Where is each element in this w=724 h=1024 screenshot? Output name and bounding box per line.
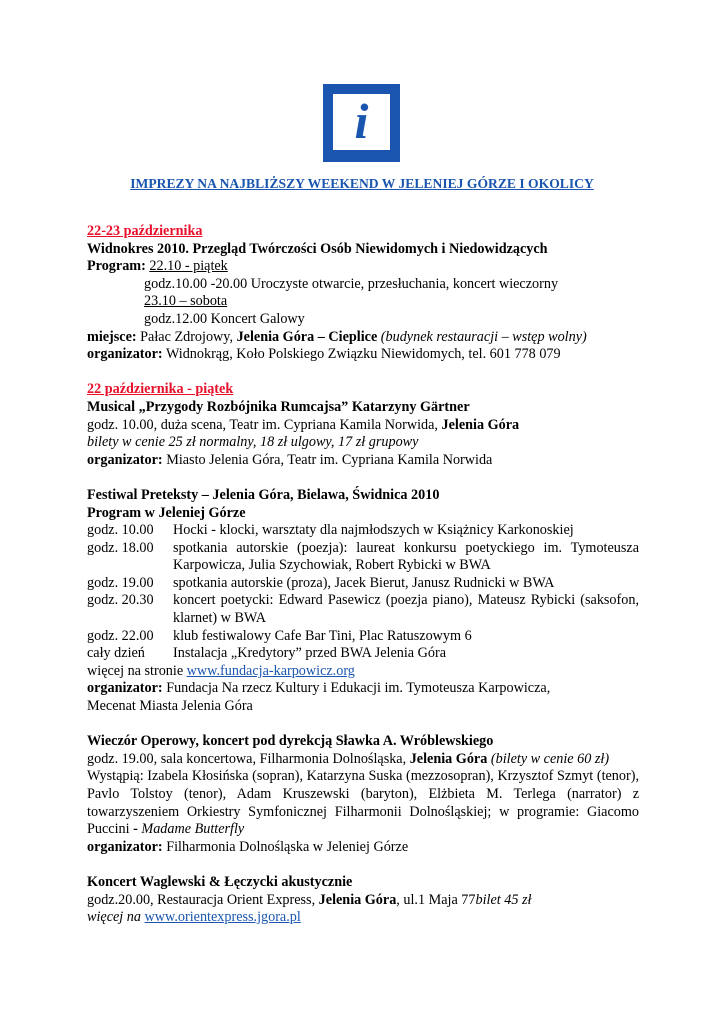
event3-program: Program w Jeleniej Górze	[87, 504, 246, 521]
event4-cast	[87, 768, 639, 838]
event5-title: Koncert Waglewski & Łęczycki akustycznie	[87, 873, 353, 890]
event3-title: Festiwal Preteksty – Jelenia Góra, Bielawa, Świdnica 2010	[87, 486, 440, 503]
event5-city: Jelenia Góra	[318, 891, 397, 908]
info-icon: i	[354, 93, 369, 149]
schedule-row	[87, 645, 639, 663]
day1-desc: godz.10.00 -20.00 Uroczyste otwarcie, przesłuchania, koncert wieczorny	[144, 275, 559, 292]
event1-date: 22-23 października	[87, 223, 203, 239]
event4-title: Wieczór Operowy, koncert pod dyrekcją Sławka A. Wróblewskiego	[87, 733, 494, 750]
schedule-time: godz. 10.00	[87, 522, 154, 539]
event1-place	[87, 329, 639, 347]
info-logo	[323, 84, 400, 162]
more-text: więcej na stronie	[87, 662, 187, 679]
event2-organizer	[87, 452, 639, 470]
cast-work: Madame Butterfly	[141, 821, 245, 838]
organizer-text: Fundacja Na rzecz Kultury i Edukacji im. Tymoteusza Karpowicza,	[162, 680, 551, 697]
place-label: miejsce:	[87, 328, 137, 345]
organizer-label: organizator:	[87, 680, 163, 697]
event4-venue: godz. 19.00, sala koncertowa, Filharmonia Dolnośląska,	[87, 750, 410, 767]
event5-price: bilet 45 zł	[475, 891, 532, 908]
schedule-desc: spotkania autorskie (poezja): laureat konkursu poetyckiego im. Tymoteusza Karpowicza, Julia Szychowiak, Robert Rybicki w BWA	[173, 539, 639, 574]
event3-organizer-2: Mecenat Miasta Jelenia Góra	[87, 698, 253, 715]
day2-label: 23.10 – sobota	[144, 293, 228, 310]
event3-more	[87, 663, 639, 681]
place-venue: Pałac Zdrojowy,	[136, 328, 237, 345]
fundacja-link[interactable]: www.fundacja-karpowicz.org	[186, 662, 355, 679]
events-list	[87, 223, 639, 927]
program-label: Program:	[87, 258, 146, 275]
cast-dash: -	[133, 821, 142, 838]
schedule-row	[87, 522, 639, 540]
place-note: (budynek restauracji – wstęp wolny)	[377, 328, 587, 345]
schedule-row	[87, 628, 639, 646]
schedule-time: cały dzień	[87, 645, 145, 662]
organizer-label: organizator:	[87, 346, 163, 363]
schedule-row	[87, 592, 639, 627]
schedule-row	[87, 540, 639, 575]
event1-program	[87, 258, 639, 276]
event4-tickets: (bilety w cenie 60 zł)	[487, 750, 610, 767]
schedule-time: godz. 18.00	[87, 539, 154, 556]
event5-more	[87, 909, 639, 927]
event2-title: Musical „Przygody Rozbójnika Rumcajsa” Katarzyny Gärtner	[87, 398, 470, 415]
event5-time	[87, 892, 639, 910]
event1-title: Widnokres 2010. Przegląd Twórczości Osób Niewidomych i Niedowidzących	[87, 240, 548, 257]
schedule-time: godz. 19.00	[87, 574, 154, 591]
page-title: IMPREZY NA NAJBLIŻSZY WEEKEND W JELENIEJ GÓRZE I OKOLICY	[130, 176, 594, 191]
more-text: więcej na	[87, 909, 145, 926]
organizer-label: organizator:	[87, 451, 163, 468]
event4-organizer	[87, 839, 639, 857]
event3-organizer	[87, 680, 639, 698]
orientexpress-link[interactable]: www.orientexpress.jgora.pl	[144, 909, 301, 926]
event5-venue: godz.20.00, Restauracja Orient Express,	[87, 891, 319, 908]
event2-tickets: bilety w cenie 25 zł normalny, 18 zł ulgowy, 17 zł grupowy	[87, 434, 419, 451]
schedule-desc: Instalacja „Kredytory” przed BWA Jelenia Góra	[173, 645, 446, 662]
organizer-text: Miasto Jelenia Góra, Teatr im. Cypriana Kamila Norwida	[162, 451, 493, 468]
event2-city: Jelenia Góra	[441, 416, 520, 433]
organizer-text: Filharmonia Dolnośląska w Jeleniej Górze	[162, 838, 409, 855]
organizer-text: Widnokrąg, Koło Polskiego Związku Niewidomych, tel. 601 778 079	[162, 346, 561, 363]
place-city: Jelenia Góra – Cieplice	[236, 328, 378, 345]
schedule-row	[87, 575, 639, 593]
schedule-desc: spotkania autorskie (proza), Jacek Bierut, Janusz Rudnicki w BWA	[173, 574, 555, 591]
schedule-desc: koncert poetycki: Edward Pasewicz (poezja piano), Mateusz Rybicki (saksofon, klarnet) w BWA	[173, 592, 639, 627]
event2-venue: godz. 10.00, duża scena, Teatr im. Cypriana Kamila Norwida,	[87, 416, 442, 433]
cast-text: Wystąpią: Izabela Kłosińska (sopran), Katarzyna Suska (mezzosopran), Krzysztof Szmyt (tenor), Pavlo Tolstoy (tenor), Adam Kruszewski (baryton), Elżbieta M. Terlega (narrator) z towarzyszeniem Orkiestry Symfonicznej Filharmonii Dolnośląskiej; w programie: Giacomo Puccini	[87, 768, 639, 838]
event4-time	[87, 751, 639, 769]
event1-organizer	[87, 346, 639, 364]
schedule-time: godz. 20.30	[87, 592, 154, 609]
event4-city: Jelenia Góra	[409, 750, 488, 767]
organizer-label: organizator:	[87, 838, 163, 855]
schedule-time: godz. 22.00	[87, 627, 154, 644]
schedule-desc: klub festiwalowy Cafe Bar Tini, Plac Ratuszowym 6	[173, 627, 472, 644]
schedule-desc: Hocki - klocki, warsztaty dla najmłodszych w Książnicy Karkonoskiej	[173, 522, 574, 539]
event2-date: 22 października - piątek	[87, 381, 234, 398]
day2-desc: godz.12.00 Koncert Galowy	[144, 310, 305, 327]
event2-time	[87, 417, 639, 435]
day1-label: 22.10 - piątek	[149, 258, 228, 275]
event5-address: , ul.1 Maja 77	[396, 891, 476, 908]
